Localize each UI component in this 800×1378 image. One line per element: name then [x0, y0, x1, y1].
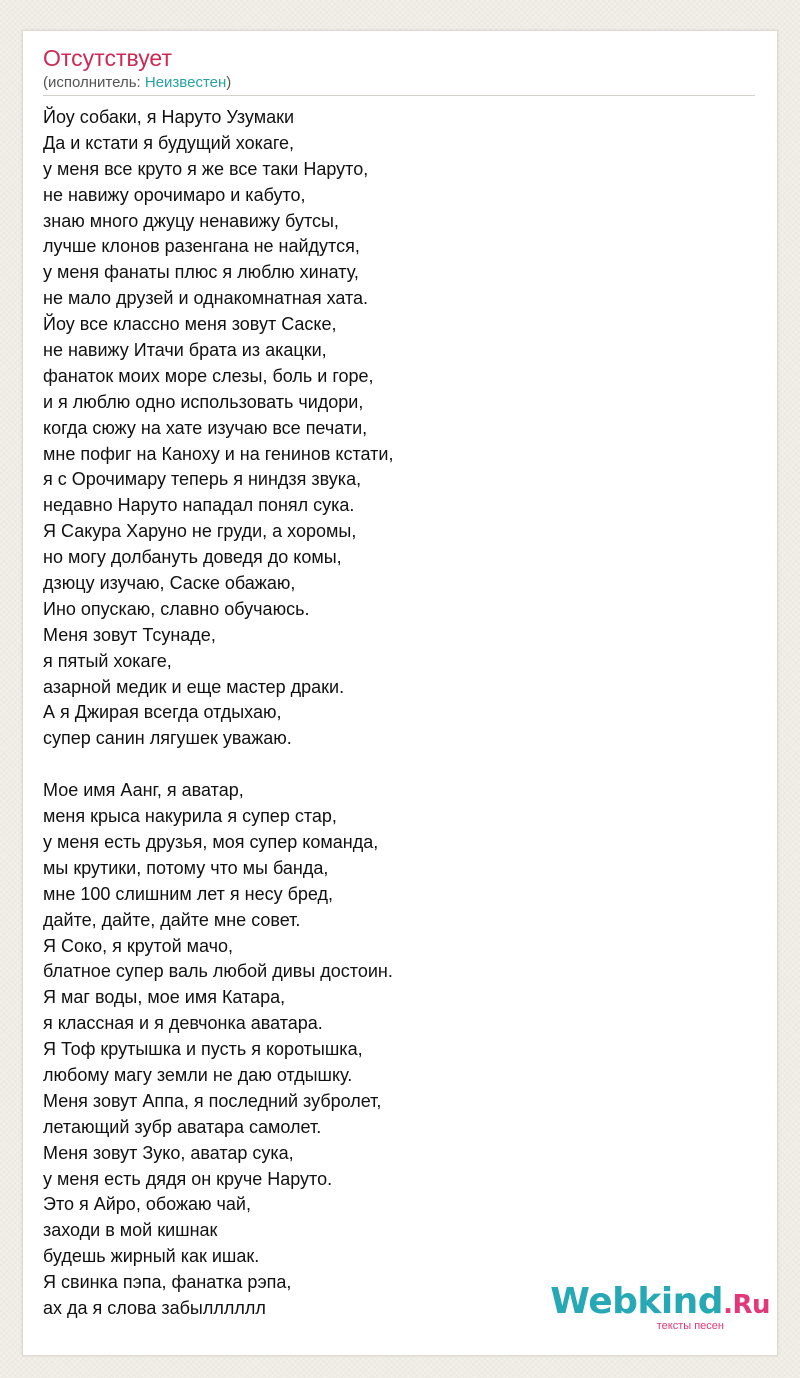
- lyric-line: будешь жирный как ишак.: [43, 1246, 260, 1267]
- lyric-line: лучше клонов разенгана не найдутся,: [43, 236, 360, 257]
- lyric-line: знаю много джуцу ненавижу бутсы,: [43, 210, 339, 231]
- lyric-line: я классная и я девчонка аватара.: [43, 1013, 323, 1034]
- lyric-line: заходи в мой кишнак: [43, 1220, 218, 1241]
- lyric-line: Йоу все классно меня зовут Саске,: [43, 314, 337, 335]
- lyrics-card: [22, 30, 778, 1356]
- lyric-line: Ино опускаю, славно обучаюсь.: [43, 598, 310, 619]
- lyric-line: ах да я слова забылллллл: [43, 1297, 266, 1318]
- logo-tld: .Ru: [723, 1290, 770, 1320]
- lyric-line: когда сюжу на хате изучаю все печати,: [43, 417, 368, 438]
- lyric-line: у меня есть друзья, моя супер команда,: [43, 831, 379, 852]
- lyric-line: не навижу орочимаро и кабуто,: [43, 184, 306, 205]
- logo-word: Webkind: [550, 1281, 724, 1322]
- lyric-line: Это я Айро, обожаю чай,: [43, 1194, 251, 1215]
- stanza-gap: [43, 752, 755, 778]
- lyric-line: дайте, дайте, дайте мне совет.: [43, 909, 301, 930]
- lyric-line: и я люблю одно использовать чидори,: [43, 391, 364, 412]
- lyric-line: не мало друзей и однакомнатная хата.: [43, 288, 369, 309]
- lyric-line: дзюцу изучаю, Саске обажаю,: [43, 573, 296, 594]
- lyric-line: азарной медик и еще мастер драки.: [43, 676, 345, 697]
- song-title: Отсутствует: [43, 45, 172, 71]
- lyric-line: у меня есть дядя он круче Наруто.: [43, 1168, 333, 1189]
- lyric-line: Меня зовут Аппа, я последний зубролет,: [43, 1090, 382, 1111]
- lyric-line: не навижу Итачи брата из акацки,: [43, 340, 327, 361]
- lyric-line: Йоу собаки, я Наруто Узумаки: [43, 107, 295, 127]
- lyric-line: мне 100 слишним лет я несу бред,: [43, 883, 334, 904]
- lyric-line: у меня фанаты плюс я люблю хинату,: [43, 262, 359, 283]
- lyric-line: я пятый хокаге,: [43, 650, 172, 671]
- header-divider: [43, 95, 755, 96]
- logo-tagline: тексты песен: [656, 1320, 724, 1332]
- lyric-line: Меня зовут Тсунаде,: [43, 624, 216, 645]
- lyric-line: Мое имя Аанг, я аватар,: [43, 780, 244, 801]
- lyric-line: летающий зубр аватара самолет.: [43, 1116, 322, 1137]
- webkind-logo[interactable]: [550, 1280, 770, 1340]
- lyric-line: Я Сакура Харуно не груди, а хоромы,: [43, 521, 357, 542]
- artist-suffix: ): [226, 74, 232, 91]
- lyric-line: Я Соко, я крутой мачо,: [43, 935, 234, 956]
- lyric-line: Я свинка пэпа, фанатка рэпа,: [43, 1272, 292, 1293]
- artist-line: [43, 74, 231, 92]
- lyric-line: но могу долбануть доведя до комы,: [43, 547, 342, 568]
- lyric-line: я с Орочимару теперь я ниндзя звука,: [43, 469, 362, 490]
- lyric-line: Я Тоф крутышка и пусть я коротышка,: [43, 1039, 363, 1060]
- artist-link[interactable]: Неизвестен: [144, 74, 227, 91]
- lyric-line: мне пофиг на Каноху и на генинов кстати,: [43, 443, 394, 464]
- lyric-line: меня крыса накурила я супер стар,: [43, 806, 337, 827]
- lyric-line: Я маг воды, мое имя Катара,: [43, 987, 286, 1008]
- lyric-line: мы крутики, потому что мы банда,: [43, 857, 329, 878]
- lyric-line: блатное супер валь любой дивы достоин.: [43, 961, 393, 982]
- artist-prefix: (исполнитель:: [43, 74, 145, 91]
- lyric-line: недавно Наруто нападал понял сука.: [43, 495, 355, 516]
- lyrics-body: [43, 105, 755, 1322]
- lyric-line: любому магу земли не даю отдышку.: [43, 1064, 353, 1085]
- lyric-line: у меня все круто я же все таки Наруто,: [43, 158, 369, 179]
- lyric-line: А я Джирая всегда отдыхаю,: [43, 702, 282, 723]
- lyric-line: фанаток моих море слезы, боль и горе,: [43, 365, 374, 386]
- lyric-line: супер санин лягушек уважаю.: [43, 728, 292, 749]
- lyric-line: Меня зовут Зуко, аватар сука,: [43, 1142, 294, 1163]
- lyric-line: Да и кстати я будущий хокаге,: [43, 132, 295, 153]
